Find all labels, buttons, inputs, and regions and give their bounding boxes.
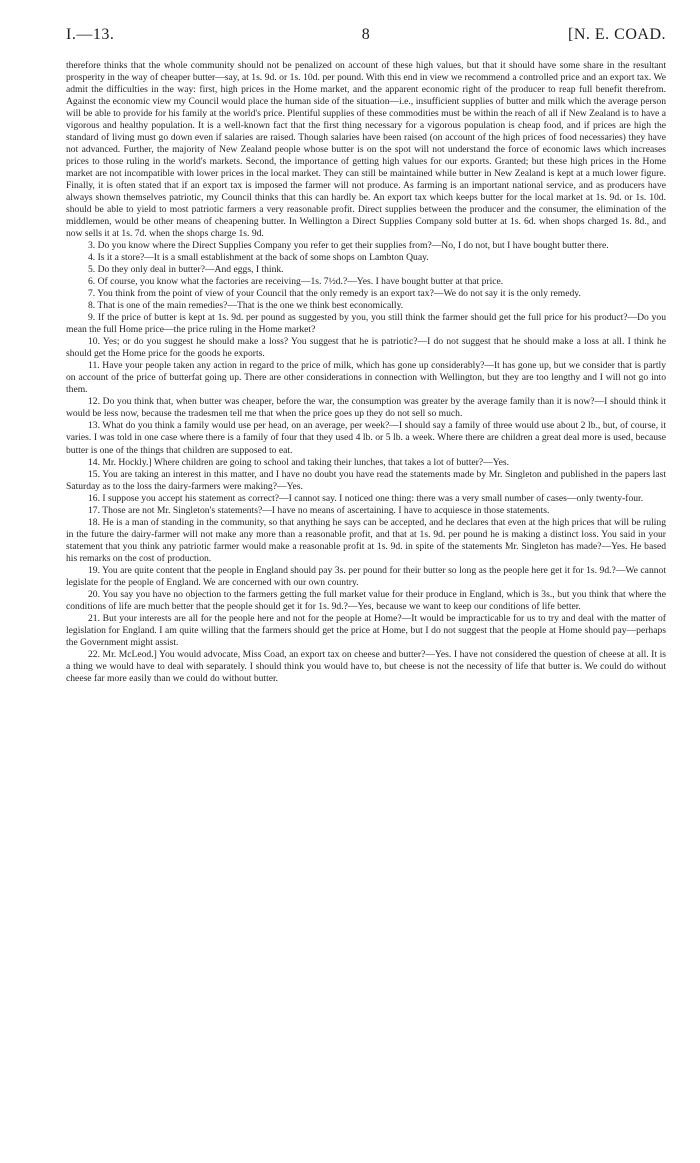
paragraph: 10. Yes; or do you suggest he should make a loss? You suggest that he is patriotic?—I do not suggest that he should make a loss at all. I think he should get the Home price for the goods he exports. — [66, 336, 666, 360]
paragraph: 7. You think from the point of view of your Council that the only remedy is an export tax?—We do not say it is the only remedy. — [88, 288, 581, 300]
paragraph: 20. You say you have no objection to the farmers getting the full market value for their produce in England, which is 3s., but you think that where the conditions of life are much better that the people should get it for 1s. 9d.?—Yes, because we want to keep our conditions of life better. — [66, 588, 666, 612]
paragraph: 16. I suppose you accept his statement as correct?—I cannot say. I noticed one thing: there was a very small number of cases—only twenty-four. — [88, 492, 644, 504]
paragraph: 14. Mr. Hockly.] Where children are going to school and taking their lunches, that takes a lot of butter?—Yes. — [88, 456, 510, 468]
document-body — [66, 60, 666, 685]
paragraph: 21. But your interests are all for the people here and not for the people at Home?—It would be impracticable for us to try and deal with the matter of legislation for England. I am quite willing that the farmers should get the price at Home, but I do not suggest that the people at Home should pay—perhaps the Government might assist. — [66, 612, 666, 648]
paragraph: 22. Mr. McLeod.] You would advocate, Miss Coad, an export tax on cheese and butter?—Yes. I have not considered the question of cheese at all. It is a thing we would have to deal with separately. I should think you would have to, but cheese is not the necessity of life that butter is. We could do without cheese far more easily than we could do without butter. — [66, 648, 666, 684]
paragraph: 8. That is one of the main remedies?—That is the one we think best economically. — [88, 300, 404, 312]
paragraph: 6. Of course, you know what the factories are receiving—1s. 7½d.?—Yes. I have bought butter at that price. — [88, 276, 504, 288]
page-header — [66, 26, 666, 60]
paragraph: 9. If the price of butter is kept at 1s. 9d. per pound as suggested by you, you still think the farmer should get the full price for his product?—Do you mean the full Home price—the price ruling in the Home market? — [66, 312, 666, 336]
page-number: 8 — [361, 26, 371, 43]
paragraph: 12. Do you think that, when butter was cheaper, before the war, the consumption was greater by the average family than it is now?—I should think it would be less now, because the tradesmen tell me that when the price goes up they do not sell so much. — [66, 396, 666, 420]
paragraph: 3. Do you know where the Direct Supplies Company you refer to get their supplies from?—No, I do not, but I have bought butter there. — [88, 240, 609, 252]
paragraph: 15. You are taking an interest in this matter, and I have no doubt you have read the statements made by Mr. Singleton and published in the papers last Saturday as to the loss the dairy-farmers were making?—Yes. — [66, 468, 666, 492]
paragraph: 19. You are quite content that the people in England should pay 3s. per pound for their butter so long as the people here get it for 1s. 9d.?—We cannot legislate for the people of England. We are concerned with our own country. — [66, 564, 666, 588]
paragraph: 18. He is a man of standing in the community, so that anything he says can be accepted, and he declares that even at the high prices that will be ruling in the future the dairy-farmer will not make any more than a reasonable profit, and that at 1s. 9d. per pound he is making a distinct loss. You said in your statement that you think any patriotic farmer would make a reasonable profit at 1s. 9d. in spite of the statements Mr. Singleton has made?—Yes. He based his remarks on the cost of production. — [66, 516, 666, 564]
paragraph: 13. What do you think a family would use per head, on an average, per week?—I should say a family of three would use about 2 lb., but, of course, it varies. I was told in one case where there is a family of four that they used 4 lb. or 5 lb. a week. Where there are children a great deal more is used, because butter is one of the things that children are supposed to eat. — [66, 420, 666, 456]
paragraph: 4. Is it a store?—It is a small establishment at the back of some shops on Lambton Quay. — [88, 252, 429, 264]
paragraph: 17. Those are not Mr. Singleton's statements?—I have no means of ascertaining. I have to acquiesce in those statements. — [88, 504, 550, 516]
witness-name: [N. E. COAD. — [568, 26, 666, 43]
paper-reference: I.—13. — [66, 26, 115, 43]
paragraph: 5. Do they only deal in butter?—And eggs, I think. — [88, 264, 284, 276]
paragraph: 11. Have your people taken any action in regard to the price of milk, which has gone up considerably?—It has gone up, but we consider that is partly on account of the price of butterfat going up. There are other considerations in connection with Wellington, but they are too lengthy and I will not go into them. — [66, 360, 666, 396]
paragraph: therefore thinks that the whole community should not be penalized on account of these high values, but that it should have some share in the resultant prosperity in the way of cheaper butter—say, at 1s. 9d. or 1s. 10d. per pound. With this end in view we recommend a controlled price and an export tax. We admit the difficulties in the way: first, high prices in the Home market, and the apparent economic right of the producer to reap full benefit therefrom. Against the economic view my Council would place the human side of the situation—i.e., insufficient supplies of butter and milk which the average person will be able to provide for his family at the world's price. Plentiful supplies of these commodities must be within the reach of all if New Zealand is to have a vigorous and healthy population. It is a well-known fact that the first thing necessary for a vigorous population is cheap food, and if prices are high the standard of living must go down even if salaries are raised. Though salaries have been raised (on account of the high prices of food necessaries) they have not advanced. Further, the majority of New Zealand people whose butter is on the spot will not understand the force of economic laws which increases prices to those ruling in the world's markets. Second, the importance of getting high values for our exports. Granted; but these high prices in the Home market are not incompatible with lower prices in the local market. They can still be maintained while butter in New Zealand is kept at a much lower figure. Finally, it is often stated that if an export tax is imposed the farmer will not produce. As farming is an important national service, and as producers have always shown themselves patriotic, my Council thinks that this can hardly be. An export tax which keeps butter for the local market at 1s. 9d. or 1s. 10d. should be able to yield to most patriotic farmers a very reasonable profit. Direct supplies between the producer and the consumer, the elimination of the middlemen, would be other means of cheapening butter. In Wellington a Direct Supplies Company sold butter at 1s. 6d. when shops charged 1s. 8d., and now sells it at 1s. 7d. when the shops charge 1s. 9d. — [66, 60, 666, 240]
